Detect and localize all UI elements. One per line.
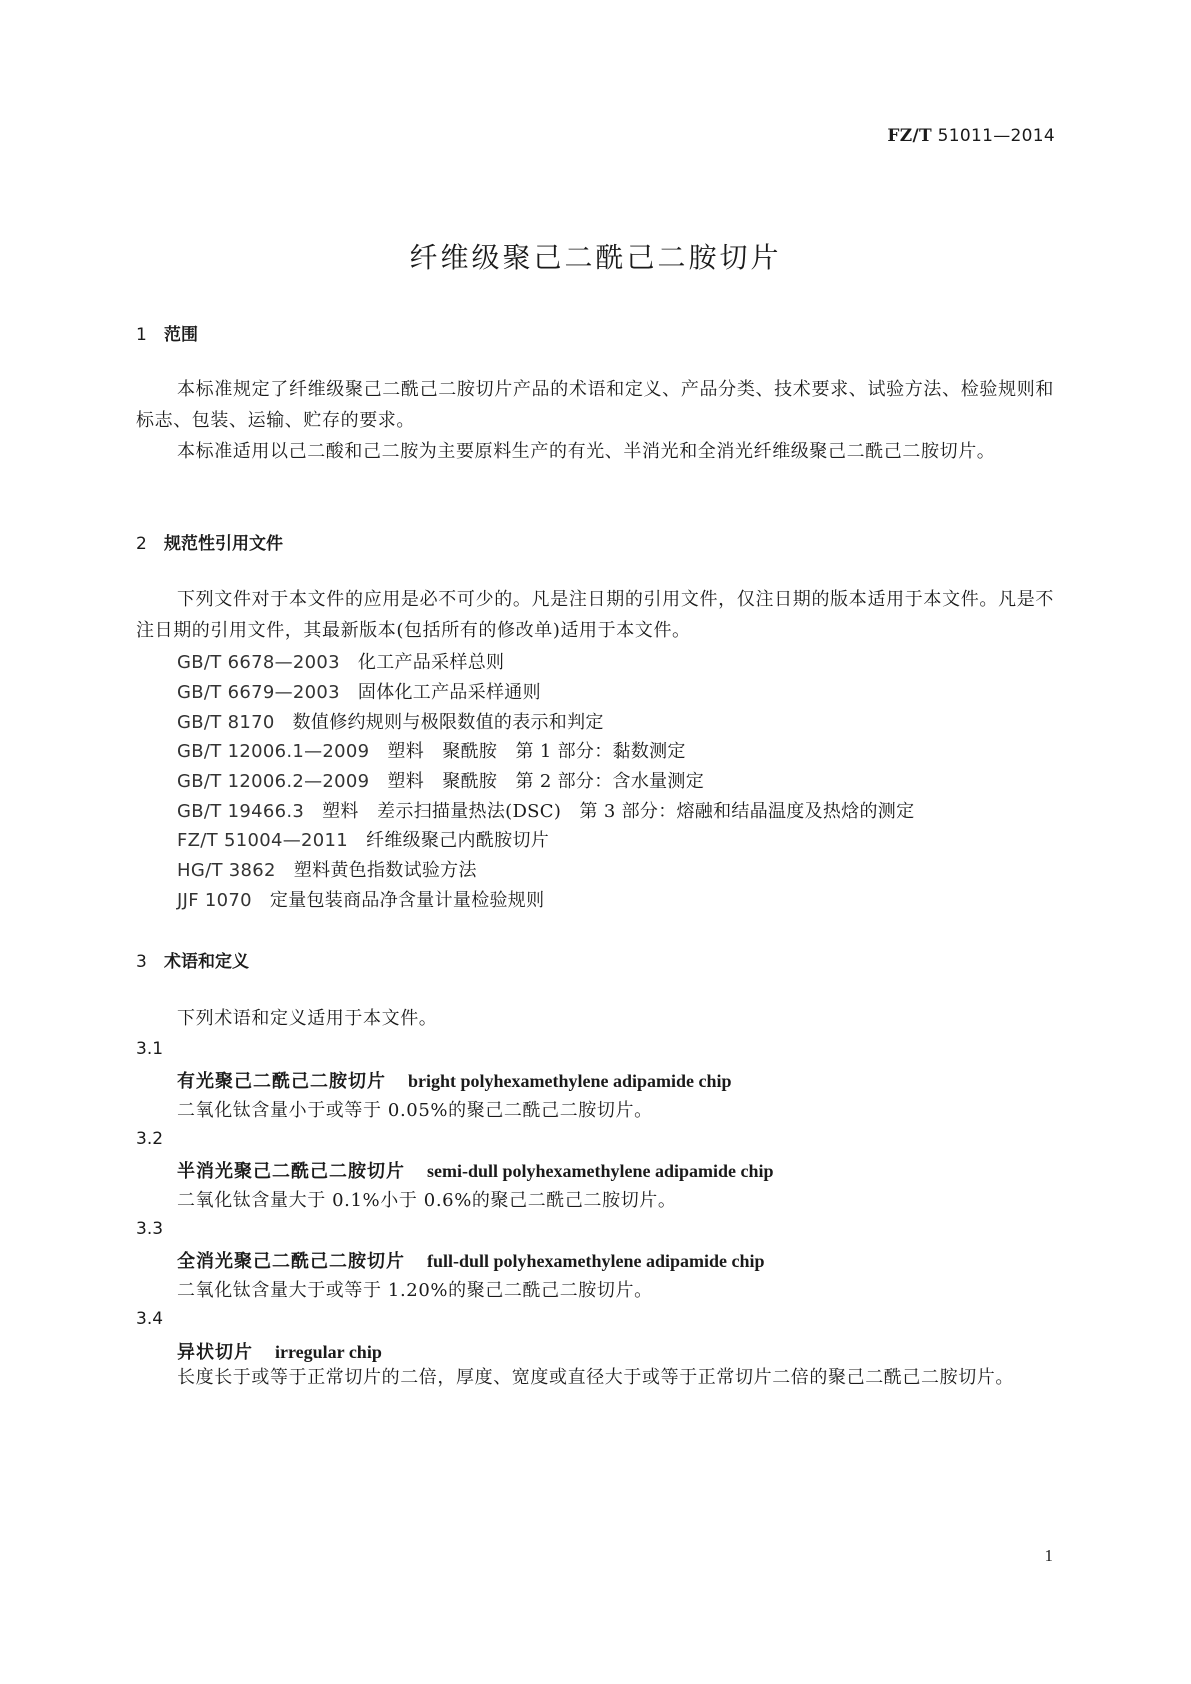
reference-code: GB/T 6678—2003 [177,652,340,673]
reference-title: 塑料 聚酰胺 第 1 部分：黏数测定 [387,741,686,762]
standard-prefix: FZ/T [887,126,932,146]
reference-title: 定量包装商品净含量计量检验规则 [269,890,545,911]
section-heading-references [136,529,283,554]
terms-intro: 下列术语和定义适用于本文件。 [177,1008,438,1029]
term-definition: 二氧化钛含量大于 0.1%小于 0.6%的聚己二酰己二胺切片。 [177,1190,677,1211]
reference-code: FZ/T 51004—2011 [177,830,349,851]
reference-item [177,797,914,823]
term-zh: 异状切片 [177,1342,253,1363]
term-entry [177,1247,765,1273]
reference-title: 化工产品采样总则 [357,652,505,673]
reference-code: GB/T 6679—2003 [177,682,340,703]
term-definition: 二氧化钛含量小于或等于 0.05%的聚己二酰己二胺切片。 [177,1100,653,1121]
term-definition: 二氧化钛含量大于或等于 1.20%的聚己二酰己二胺切片。 [177,1280,653,1301]
section-heading-scope [136,320,198,345]
reference-item [177,678,541,704]
reference-item [177,708,604,734]
document-title: 纤维级聚己二酰己二胺切片 [409,241,782,274]
term-entry [177,1157,774,1183]
section-title: 规范性引用文件 [164,534,283,554]
reference-title: 纤维级聚己内酰胺切片 [366,830,550,851]
reference-item [177,856,477,882]
reference-code: GB/T 8170 [177,712,275,733]
reference-item [177,737,686,763]
reference-item [177,767,704,793]
standard-number: 51011—2014 [937,126,1055,146]
clause-number: 3.2 [136,1129,164,1149]
term-entry [177,1067,732,1093]
standard-code [887,126,1055,146]
reference-item [177,826,549,852]
reference-item [177,648,504,674]
term-definition: 长度长于或等于正常切片的二倍，厚度、宽度或直径大于或等于正常切片二倍的聚己二酰己二胺切片。 [177,1367,1014,1388]
clause-number: 3.4 [136,1309,164,1329]
scope-paragraph-2: 本标准适用以己二酸和己二胺为主要原料生产的有光、半消光和全消光纤维级聚己二酰己二胺切片。 [177,441,996,462]
term-entry [177,1338,382,1364]
section-number: 3 [136,952,147,972]
section-title: 术语和定义 [164,952,249,972]
reference-code: GB/T 19466.3 [177,801,305,822]
scope-paragraph-1: 本标准规定了纤维级聚己二酰己二胺切片产品的术语和定义、产品分类、技术要求、试验方法、检验规则和标志、包装、运输、贮存的要求。 [136,379,1054,431]
page-number: 1 [1044,1546,1053,1565]
reference-code: GB/T 12006.2—2009 [177,771,370,792]
reference-title: 塑料黄色指数试验方法 [293,860,477,881]
clause-number: 3.1 [136,1039,164,1059]
clause-number: 3.3 [136,1219,164,1239]
reference-item [177,886,544,912]
references-intro: 下列文件对于本文件的应用是必不可少的。凡是注日期的引用文件，仅注日期的版本适用于本文件。凡是不注日期的引用文件，其最新版本(包括所有的修改单)适用于本文件。 [136,589,1054,641]
section-title: 范围 [164,325,198,345]
term-en: full-dull polyhexamethylene adipamide chip [427,1251,765,1271]
reference-title: 塑料 差示扫描量热法(DSC) 第 3 部分：熔融和结晶温度及热焓的测定 [322,801,915,822]
reference-title: 塑料 聚酰胺 第 2 部分：含水量测定 [387,771,705,792]
term-zh: 有光聚己二酰己二胺切片 [177,1071,386,1092]
reference-code: JJF 1070 [177,890,252,911]
section-number: 2 [136,534,147,554]
reference-title: 固体化工产品采样通则 [357,682,541,703]
reference-title: 数值修约规则与极限数值的表示和判定 [292,712,604,733]
section-heading-terms [136,947,249,972]
reference-code: HG/T 3862 [177,860,276,881]
term-zh: 全消光聚己二酰己二胺切片 [177,1251,405,1272]
term-zh: 半消光聚己二酰己二胺切片 [177,1161,405,1182]
term-en: semi-dull polyhexamethylene adipamide chip [427,1161,774,1181]
section-number: 1 [136,325,147,345]
term-en: irregular chip [275,1342,382,1362]
term-en: bright polyhexamethylene adipamide chip [408,1071,732,1091]
reference-code: GB/T 12006.1—2009 [177,741,370,762]
